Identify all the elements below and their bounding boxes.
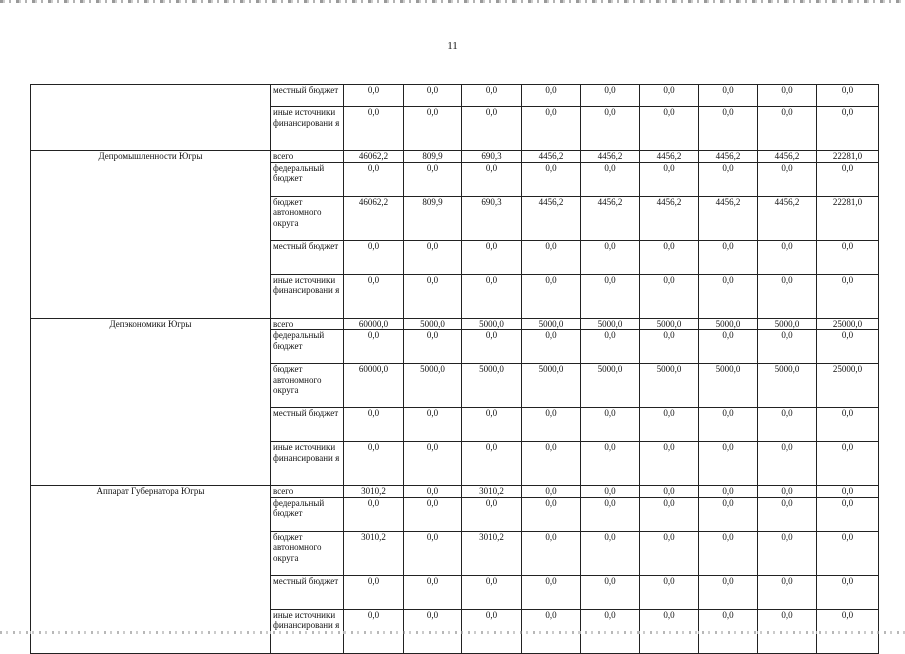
- funding-source-cell: иные источники финансировани я: [271, 274, 344, 318]
- amount-cell: 4456,2: [640, 196, 699, 240]
- amount-cell: 0,0: [581, 85, 640, 107]
- amount-cell: 0,0: [522, 497, 581, 531]
- amount-cell: 0,0: [404, 162, 462, 196]
- amount-cell: 0,0: [522, 85, 581, 107]
- executor-cell: Депэкономики Югры: [31, 318, 271, 486]
- amount-cell: 4456,2: [758, 196, 817, 240]
- amount-cell: 0,0: [758, 408, 817, 442]
- amount-cell: 0,0: [404, 442, 462, 486]
- amount-cell: 0,0: [817, 408, 879, 442]
- amount-cell: 809,9: [404, 196, 462, 240]
- amount-cell: 0,0: [817, 274, 879, 318]
- amount-cell: 4456,2: [640, 151, 699, 163]
- amount-cell: 0,0: [817, 240, 879, 274]
- amount-cell: 0,0: [462, 162, 522, 196]
- amount-cell: 5000,0: [699, 364, 758, 408]
- funding-source-cell: местный бюджет: [271, 240, 344, 274]
- amount-cell: 0,0: [817, 486, 879, 498]
- amount-cell: 0,0: [344, 107, 404, 151]
- funding-source-cell: федеральный бюджет: [271, 497, 344, 531]
- funding-source-cell: иные источники финансировани я: [271, 609, 344, 653]
- amount-cell: 5000,0: [462, 318, 522, 330]
- amount-cell: 0,0: [758, 575, 817, 609]
- amount-cell: 0,0: [817, 107, 879, 151]
- amount-cell: 5000,0: [640, 318, 699, 330]
- amount-cell: 0,0: [344, 575, 404, 609]
- amount-cell: 25000,0: [817, 364, 879, 408]
- amount-cell: 0,0: [522, 486, 581, 498]
- table-row: [31, 486, 879, 498]
- amount-cell: 0,0: [699, 497, 758, 531]
- amount-cell: 5000,0: [404, 364, 462, 408]
- executor-cell: Аппарат Губернатора Югры: [31, 486, 271, 654]
- amount-cell: 46062,2: [344, 151, 404, 163]
- amount-cell: 0,0: [581, 575, 640, 609]
- amount-cell: 0,0: [640, 609, 699, 653]
- amount-cell: 0,0: [404, 107, 462, 151]
- amount-cell: 4456,2: [699, 196, 758, 240]
- amount-cell: 0,0: [344, 442, 404, 486]
- amount-cell: 22281,0: [817, 151, 879, 163]
- amount-cell: 0,0: [817, 497, 879, 531]
- amount-cell: 5000,0: [462, 364, 522, 408]
- amount-cell: 0,0: [758, 240, 817, 274]
- amount-cell: 0,0: [758, 497, 817, 531]
- amount-cell: 5000,0: [699, 318, 758, 330]
- amount-cell: 0,0: [404, 497, 462, 531]
- funding-source-cell: всего: [271, 318, 344, 330]
- amount-cell: 4456,2: [581, 196, 640, 240]
- amount-cell: 0,0: [640, 240, 699, 274]
- amount-cell: 0,0: [344, 497, 404, 531]
- scan-edge-top: [0, 0, 905, 3]
- amount-cell: 0,0: [344, 609, 404, 653]
- amount-cell: 0,0: [581, 408, 640, 442]
- amount-cell: 5000,0: [581, 364, 640, 408]
- amount-cell: 0,0: [344, 162, 404, 196]
- amount-cell: 4456,2: [699, 151, 758, 163]
- amount-cell: 0,0: [522, 162, 581, 196]
- amount-cell: 0,0: [640, 85, 699, 107]
- funding-source-cell: бюджет автономного округа: [271, 364, 344, 408]
- amount-cell: 0,0: [522, 531, 581, 575]
- funding-source-cell: иные источники финансировани я: [271, 442, 344, 486]
- table-body: [31, 85, 879, 654]
- amount-cell: 0,0: [758, 85, 817, 107]
- amount-cell: 3010,2: [462, 531, 522, 575]
- amount-cell: 0,0: [404, 274, 462, 318]
- amount-cell: 5000,0: [640, 364, 699, 408]
- amount-cell: 0,0: [581, 497, 640, 531]
- amount-cell: 4456,2: [522, 151, 581, 163]
- amount-cell: 0,0: [699, 609, 758, 653]
- amount-cell: 0,0: [817, 442, 879, 486]
- amount-cell: 0,0: [404, 85, 462, 107]
- amount-cell: 60000,0: [344, 364, 404, 408]
- amount-cell: 3010,2: [462, 486, 522, 498]
- funding-source-cell: местный бюджет: [271, 575, 344, 609]
- amount-cell: 690,3: [462, 151, 522, 163]
- amount-cell: 0,0: [640, 274, 699, 318]
- amount-cell: 0,0: [699, 240, 758, 274]
- amount-cell: 0,0: [404, 531, 462, 575]
- amount-cell: 4456,2: [758, 151, 817, 163]
- amount-cell: 0,0: [699, 274, 758, 318]
- amount-cell: 0,0: [758, 486, 817, 498]
- amount-cell: 0,0: [817, 330, 879, 364]
- amount-cell: 0,0: [462, 274, 522, 318]
- funding-source-cell: иные источники финансировани я: [271, 107, 344, 151]
- amount-cell: 0,0: [522, 274, 581, 318]
- amount-cell: 4456,2: [581, 151, 640, 163]
- amount-cell: 0,0: [462, 107, 522, 151]
- amount-cell: 46062,2: [344, 196, 404, 240]
- amount-cell: 0,0: [404, 330, 462, 364]
- amount-cell: 0,0: [699, 162, 758, 196]
- amount-cell: 0,0: [462, 442, 522, 486]
- amount-cell: 0,0: [758, 162, 817, 196]
- amount-cell: 0,0: [462, 575, 522, 609]
- amount-cell: 0,0: [640, 107, 699, 151]
- amount-cell: 5000,0: [522, 364, 581, 408]
- amount-cell: 0,0: [640, 575, 699, 609]
- amount-cell: 25000,0: [817, 318, 879, 330]
- amount-cell: 0,0: [640, 330, 699, 364]
- amount-cell: 5000,0: [581, 318, 640, 330]
- amount-cell: 0,0: [404, 609, 462, 653]
- amount-cell: 0,0: [699, 330, 758, 364]
- amount-cell: 809,9: [404, 151, 462, 163]
- amount-cell: 0,0: [817, 575, 879, 609]
- amount-cell: 0,0: [758, 274, 817, 318]
- amount-cell: 0,0: [581, 609, 640, 653]
- amount-cell: 0,0: [462, 85, 522, 107]
- amount-cell: 0,0: [344, 274, 404, 318]
- amount-cell: 0,0: [699, 107, 758, 151]
- amount-cell: 0,0: [462, 240, 522, 274]
- amount-cell: 0,0: [758, 330, 817, 364]
- amount-cell: 0,0: [699, 442, 758, 486]
- funding-source-cell: бюджет автономного округа: [271, 531, 344, 575]
- amount-cell: 0,0: [404, 486, 462, 498]
- amount-cell: 0,0: [404, 408, 462, 442]
- amount-cell: 0,0: [758, 442, 817, 486]
- amount-cell: 690,3: [462, 196, 522, 240]
- table-row: [31, 151, 879, 163]
- amount-cell: 0,0: [522, 107, 581, 151]
- amount-cell: 5000,0: [758, 318, 817, 330]
- amount-cell: 0,0: [758, 531, 817, 575]
- amount-cell: 0,0: [344, 330, 404, 364]
- amount-cell: 0,0: [344, 85, 404, 107]
- amount-cell: 3010,2: [344, 486, 404, 498]
- amount-cell: 0,0: [640, 442, 699, 486]
- funding-table: [30, 84, 879, 654]
- amount-cell: 0,0: [581, 274, 640, 318]
- amount-cell: 22281,0: [817, 196, 879, 240]
- amount-cell: 0,0: [581, 486, 640, 498]
- executor-cell: [31, 85, 271, 151]
- amount-cell: 0,0: [581, 330, 640, 364]
- amount-cell: 0,0: [640, 497, 699, 531]
- amount-cell: 0,0: [817, 609, 879, 653]
- page-number: 11: [447, 40, 458, 52]
- scan-edge-bottom: [0, 631, 905, 634]
- funding-source-cell: федеральный бюджет: [271, 162, 344, 196]
- amount-cell: 0,0: [817, 85, 879, 107]
- amount-cell: 0,0: [581, 107, 640, 151]
- amount-cell: 0,0: [462, 609, 522, 653]
- amount-cell: 0,0: [581, 442, 640, 486]
- amount-cell: 5000,0: [758, 364, 817, 408]
- amount-cell: 0,0: [404, 240, 462, 274]
- amount-cell: 0,0: [581, 531, 640, 575]
- amount-cell: 0,0: [581, 240, 640, 274]
- table-row: [31, 318, 879, 330]
- amount-cell: 5000,0: [522, 318, 581, 330]
- amount-cell: 60000,0: [344, 318, 404, 330]
- amount-cell: 5000,0: [404, 318, 462, 330]
- table-row: [31, 85, 879, 107]
- amount-cell: 0,0: [344, 240, 404, 274]
- amount-cell: 0,0: [522, 408, 581, 442]
- amount-cell: 3010,2: [344, 531, 404, 575]
- amount-cell: 0,0: [462, 330, 522, 364]
- executor-cell: Депромышленности Югры: [31, 151, 271, 319]
- funding-source-cell: всего: [271, 151, 344, 163]
- amount-cell: 0,0: [404, 575, 462, 609]
- amount-cell: 0,0: [699, 486, 758, 498]
- amount-cell: 0,0: [758, 609, 817, 653]
- amount-cell: 0,0: [640, 162, 699, 196]
- amount-cell: 0,0: [699, 531, 758, 575]
- amount-cell: 0,0: [522, 609, 581, 653]
- funding-source-cell: бюджет автономного округа: [271, 196, 344, 240]
- amount-cell: 0,0: [462, 497, 522, 531]
- funding-source-cell: местный бюджет: [271, 85, 344, 107]
- amount-cell: 4456,2: [522, 196, 581, 240]
- amount-cell: 0,0: [344, 408, 404, 442]
- amount-cell: 0,0: [699, 85, 758, 107]
- amount-cell: 0,0: [640, 531, 699, 575]
- amount-cell: 0,0: [522, 240, 581, 274]
- amount-cell: 0,0: [640, 408, 699, 442]
- amount-cell: 0,0: [699, 575, 758, 609]
- amount-cell: 0,0: [581, 162, 640, 196]
- amount-cell: 0,0: [522, 442, 581, 486]
- amount-cell: 0,0: [758, 107, 817, 151]
- funding-source-cell: федеральный бюджет: [271, 330, 344, 364]
- amount-cell: 0,0: [640, 486, 699, 498]
- amount-cell: 0,0: [699, 408, 758, 442]
- amount-cell: 0,0: [817, 162, 879, 196]
- funding-source-cell: всего: [271, 486, 344, 498]
- amount-cell: 0,0: [462, 408, 522, 442]
- amount-cell: 0,0: [817, 531, 879, 575]
- amount-cell: 0,0: [522, 575, 581, 609]
- funding-source-cell: местный бюджет: [271, 408, 344, 442]
- amount-cell: 0,0: [522, 330, 581, 364]
